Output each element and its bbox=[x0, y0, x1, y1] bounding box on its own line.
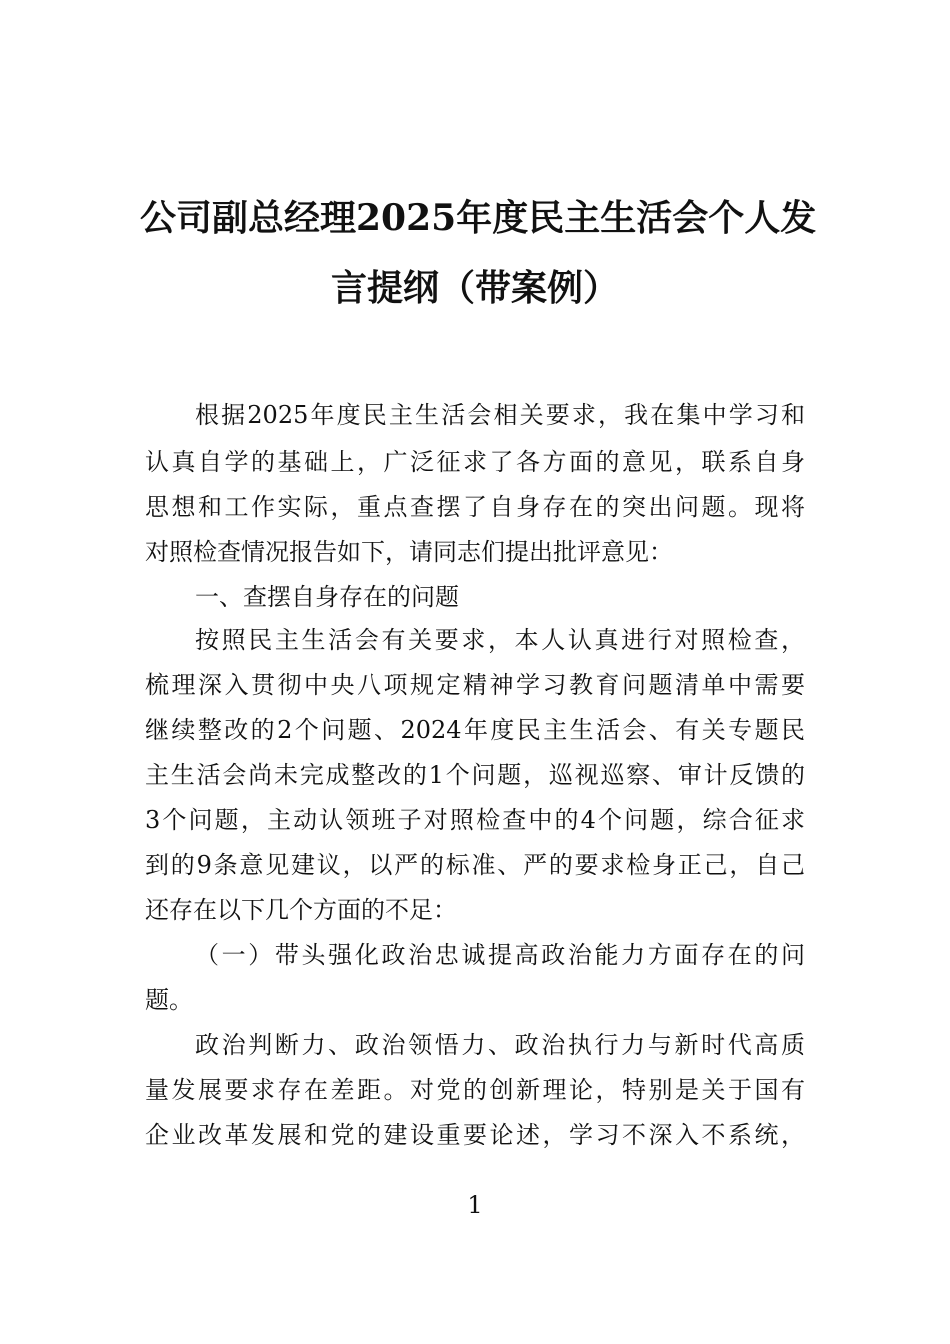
paragraph-line: 主生活会尚未完成整改的1个问题，巡视巡察、审计反馈的 bbox=[145, 761, 805, 789]
paragraph-line: 继续整改的2个问题、2024年度民主生活会、有关专题民 bbox=[145, 716, 805, 744]
paragraph-line: 对照检查情况报告如下，请同志们提出批评意见： bbox=[145, 538, 673, 566]
paragraph-line: 量发展要求存在差距。对党的创新理论，特别是关于国有 bbox=[145, 1076, 805, 1104]
paragraph-line: 认真自学的基础上，广泛征求了各方面的意见，联系自身 bbox=[145, 448, 805, 476]
document-title-line-1: 公司副总经理2025年度民主生活会个人发 bbox=[140, 197, 817, 239]
subsection-heading-line: 题。 bbox=[145, 986, 193, 1014]
paragraph-line: 还存在以下几个方面的不足： bbox=[145, 896, 457, 924]
paragraph-line: 梳理深入贯彻中央八项规定精神学习教育问题清单中需要 bbox=[145, 671, 805, 699]
paragraph-line: 按照民主生活会有关要求，本人认真进行对照检查， bbox=[195, 626, 805, 654]
page-number: 1 bbox=[467, 1191, 483, 1219]
paragraph-line: 根据2025年度民主生活会相关要求，我在集中学习和 bbox=[195, 401, 805, 429]
document-title-line-2: 言提纲（带案例） bbox=[330, 267, 619, 309]
paragraph-line: 政治判断力、政治领悟力、政治执行力与新时代高质 bbox=[195, 1031, 805, 1059]
paragraph-line: 思想和工作实际，重点查摆了自身存在的突出问题。现将 bbox=[145, 493, 805, 521]
paragraph-line: 企业改革发展和党的建设重要论述，学习不深入不系统， bbox=[145, 1121, 805, 1149]
paragraph-line: 3个问题，主动认领班子对照检查中的4个问题，综合征求 bbox=[145, 806, 805, 834]
paragraph-line: 到的9条意见建议，以严的标准、严的要求检身正己，自己 bbox=[145, 851, 805, 879]
section-heading: 一、查摆自身存在的问题 bbox=[195, 583, 459, 611]
subsection-heading-line: （一）带头强化政治忠诚提高政治能力方面存在的问 bbox=[195, 941, 805, 969]
